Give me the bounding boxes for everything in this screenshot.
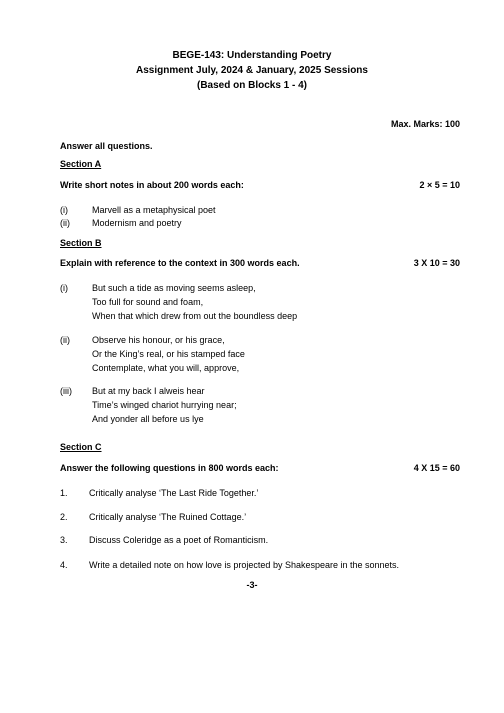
section-c-title: Section C: [60, 442, 102, 452]
section-b-marks: 3 X 10 = 30: [413, 258, 460, 268]
document-header: [0, 48, 504, 93]
list-item: Marvell as a metaphysical poet: [92, 205, 216, 215]
poem-line: Time’s winged chariot hurrying near;: [92, 400, 237, 410]
section-b-instruction: Explain with reference to the context in 300 words each.: [60, 258, 300, 268]
general-instruction: Answer all questions.: [60, 141, 153, 151]
page-number: -3-: [246, 580, 258, 590]
question-number: 3.: [60, 535, 68, 545]
question-number: 4.: [60, 560, 68, 570]
poem-line: Or the King’s real, or his stamped face: [92, 349, 245, 359]
poem-line: But such a tide as moving seems asleep,: [92, 283, 256, 293]
max-marks: Max. Marks: 100: [390, 119, 460, 129]
blocks-note: (Based on Blocks 1 - 4): [196, 80, 308, 91]
extract-number: (iii): [60, 386, 72, 396]
question-text: Critically analyse ‘The Last Ride Together.’: [89, 488, 259, 498]
question-text: Write a detailed note on how love is projected by Shakespeare in the sonnets.: [89, 560, 400, 570]
poem-line: Too full for sound and foam,: [92, 297, 204, 307]
section-b-title: Section B: [60, 238, 102, 248]
question-number: 2.: [60, 512, 68, 522]
section-a-marks: 2 × 5 = 10: [419, 180, 460, 190]
poem-line: Observe his honour, or his grace,: [92, 335, 225, 345]
extract-number: (ii): [60, 335, 70, 345]
poem-line: But at my back I alweis hear: [92, 386, 205, 396]
section-a-instruction: Write short notes in about 200 words each:: [60, 180, 244, 190]
extract-number: (i): [60, 283, 68, 293]
question-text: Critically analyse ‘The Ruined Cottage.’: [89, 512, 247, 522]
list-item-number: (i): [60, 205, 68, 215]
course-title: BEGE-143: Understanding Poetry: [172, 50, 332, 61]
section-c-instruction: Answer the following questions in 800 words each:: [60, 463, 279, 473]
poem-line: And yonder all before us lye: [92, 414, 204, 424]
question-text: Discuss Coleridge as a poet of Romanticism.: [89, 535, 269, 545]
list-item-number: (ii): [60, 218, 70, 228]
poem-line: When that which drew from out the boundless deep: [92, 311, 298, 321]
list-item: Modernism and poetry: [92, 218, 182, 228]
section-a-title: Section A: [60, 159, 102, 169]
question-number: 1.: [60, 488, 68, 498]
assignment-session: Assignment July, 2024 & January, 2025 Sessions: [136, 65, 368, 76]
poem-line: Contemplate, what you will, approve,: [92, 363, 240, 373]
section-c-marks: 4 X 15 = 60: [413, 463, 460, 473]
